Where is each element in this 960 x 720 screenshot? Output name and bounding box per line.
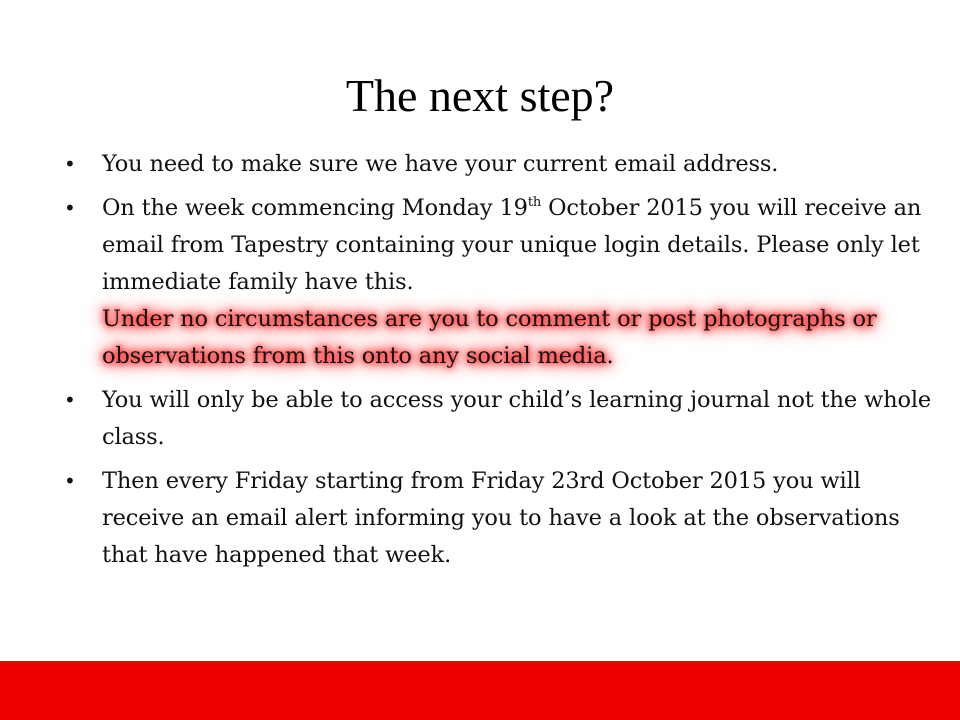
bullet-dot-icon: •	[64, 469, 76, 493]
bullet-item-friday-alerts	[64, 463, 944, 574]
bullet-item-login-details	[64, 190, 944, 375]
bullet-text: Then every Friday starting from Friday 23rd October 2015 you will receive an email alert informing you to have a look at the observations that have happened that week.	[102, 468, 900, 568]
highlighted-warning: Under no circumstances are you to comment or post photographs or observations from this onto any social media.	[102, 306, 877, 369]
footer-bar	[0, 661, 960, 720]
bullet-text-continued: October 2015 you will receive an email from Tapestry containing your unique login details. Please only let immediate family have this.	[102, 195, 922, 295]
bullet-list	[64, 146, 944, 581]
bullet-text: You need to make sure we have your current email address.	[102, 151, 779, 177]
bullet-item-access	[64, 382, 944, 456]
date-superscript: th	[527, 195, 542, 210]
bullet-dot-icon: •	[64, 152, 76, 176]
bullet-text: On the week commencing Monday 19	[102, 195, 528, 221]
bullet-dot-icon: •	[64, 196, 76, 220]
slide-title: The next step?	[345, 70, 615, 121]
bullet-dot-icon: •	[64, 388, 76, 412]
bullet-text: You will only be able to access your child’s learning journal not the whole class.	[102, 387, 932, 450]
bullet-item-email	[64, 146, 944, 183]
